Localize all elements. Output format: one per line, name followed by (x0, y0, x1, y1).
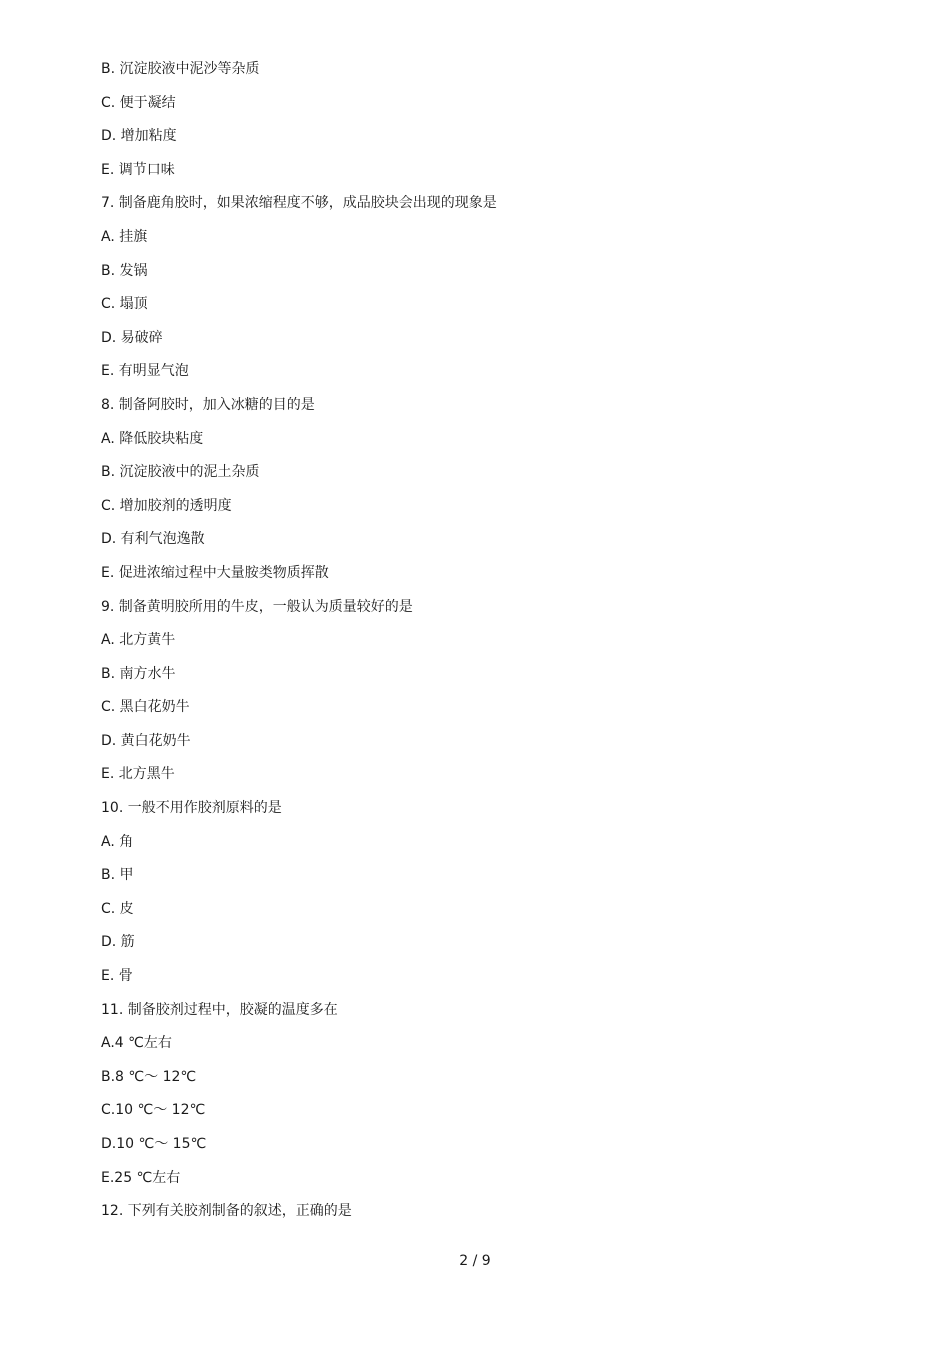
option-line: E. 骨 (101, 968, 133, 985)
option-line: E. 北方黑牛 (101, 766, 175, 783)
option-line: D. 黄白花奶牛 (101, 732, 191, 749)
option-line: C. 增加胶剂的透明度 (101, 497, 232, 514)
option-line: C. 便于凝结 (101, 94, 176, 111)
option-line: B. 沉淀胶液中泥沙等杂质 (101, 61, 260, 77)
option-line: B. 发锅 (101, 262, 148, 279)
option-line: E. 有明显气泡 (101, 363, 189, 380)
option-line: D. 易破碎 (101, 329, 163, 346)
option-line: D. 筋 (101, 934, 135, 951)
question-stem: 7. 制备鹿角胶时，如果浓缩程度不够，成品胶块会出现的现象是 (101, 195, 497, 212)
option-line: C. 皮 (101, 900, 134, 917)
question-stem: 9. 制备黄明胶所用的牛皮，一般认为质量较好的是 (101, 598, 413, 615)
option-line: B. 甲 (101, 867, 134, 884)
option-line: C. 黑白花奶牛 (101, 699, 190, 716)
option-line: B.8 ℃～ 12℃ (101, 1068, 197, 1085)
option-line: E. 调节口味 (101, 161, 175, 178)
option-line: E.25 ℃左右 (101, 1169, 181, 1186)
option-line: C.10 ℃～ 12℃ (101, 1102, 206, 1119)
option-line: D. 增加粘度 (101, 128, 177, 145)
option-line: A. 北方黄牛 (101, 632, 176, 649)
option-line: A. 角 (101, 833, 134, 850)
option-line: D.10 ℃～ 15℃ (101, 1136, 207, 1152)
option-line: B. 沉淀胶液中的泥土杂质 (101, 464, 260, 481)
question-stem: 8. 制备阿胶时，加入冰糖的目的是 (101, 396, 315, 413)
option-line: D. 有利气泡逸散 (101, 531, 205, 548)
option-line: A. 降低胶块粘度 (101, 430, 204, 447)
question-stem: 11. 制备胶剂过程中，胶凝的温度多在 (101, 1001, 338, 1018)
option-line: B. 南方水牛 (101, 665, 176, 682)
option-line: C. 塌顶 (101, 296, 148, 313)
option-line: A. 挂旗 (101, 228, 148, 245)
question-stem: 10. 一般不用作胶剂原料的是 (101, 800, 282, 817)
question-stem: 12. 下列有关胶剂制备的叙述，正确的是 (101, 1203, 352, 1220)
question-list (101, 57, 881, 1233)
option-line: A.4 ℃左右 (101, 1035, 172, 1052)
page-number: 2 / 9 (459, 1253, 491, 1269)
option-line: E. 促进浓缩过程中大量胺类物质挥散 (101, 564, 329, 581)
